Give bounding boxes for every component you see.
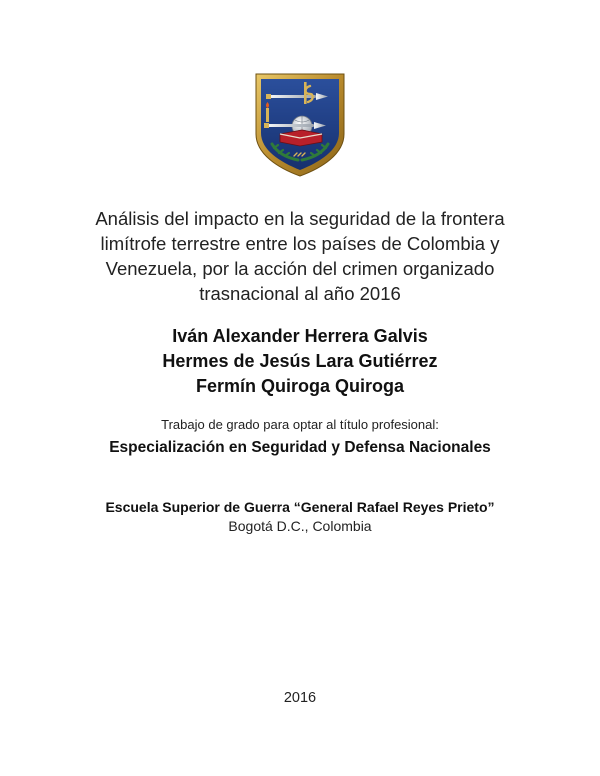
- title-line: Análisis del impacto en la seguridad de la frontera: [95, 208, 505, 229]
- degree-label: Trabajo de grado para optar al título profesional:: [161, 417, 439, 432]
- degree-name: Especialización en Seguridad y Defensa Nacionales: [109, 439, 491, 456]
- author-name: Hermes de Jesús Lara Gutiérrez: [162, 351, 438, 371]
- document-title: [60, 206, 540, 306]
- title-line: trasnacional al año 2016: [199, 283, 401, 304]
- school-name: Escuela Superior de Guerra “General Rafael Reyes Prieto”: [105, 499, 495, 515]
- city-name: Bogotá D.C., Colombia: [228, 518, 372, 534]
- author-name: Fermín Quiroga Quiroga: [195, 376, 405, 396]
- crest-icon: [252, 72, 348, 178]
- title-line: limítrofe terrestre entre los países de Colombia y: [100, 233, 500, 254]
- title-line: Venezuela, por la acción del crimen organizado: [105, 258, 495, 279]
- author-list: [60, 324, 540, 399]
- document-year: 2016: [283, 690, 317, 706]
- author-name: Iván Alexander Herrera Galvis: [172, 326, 428, 346]
